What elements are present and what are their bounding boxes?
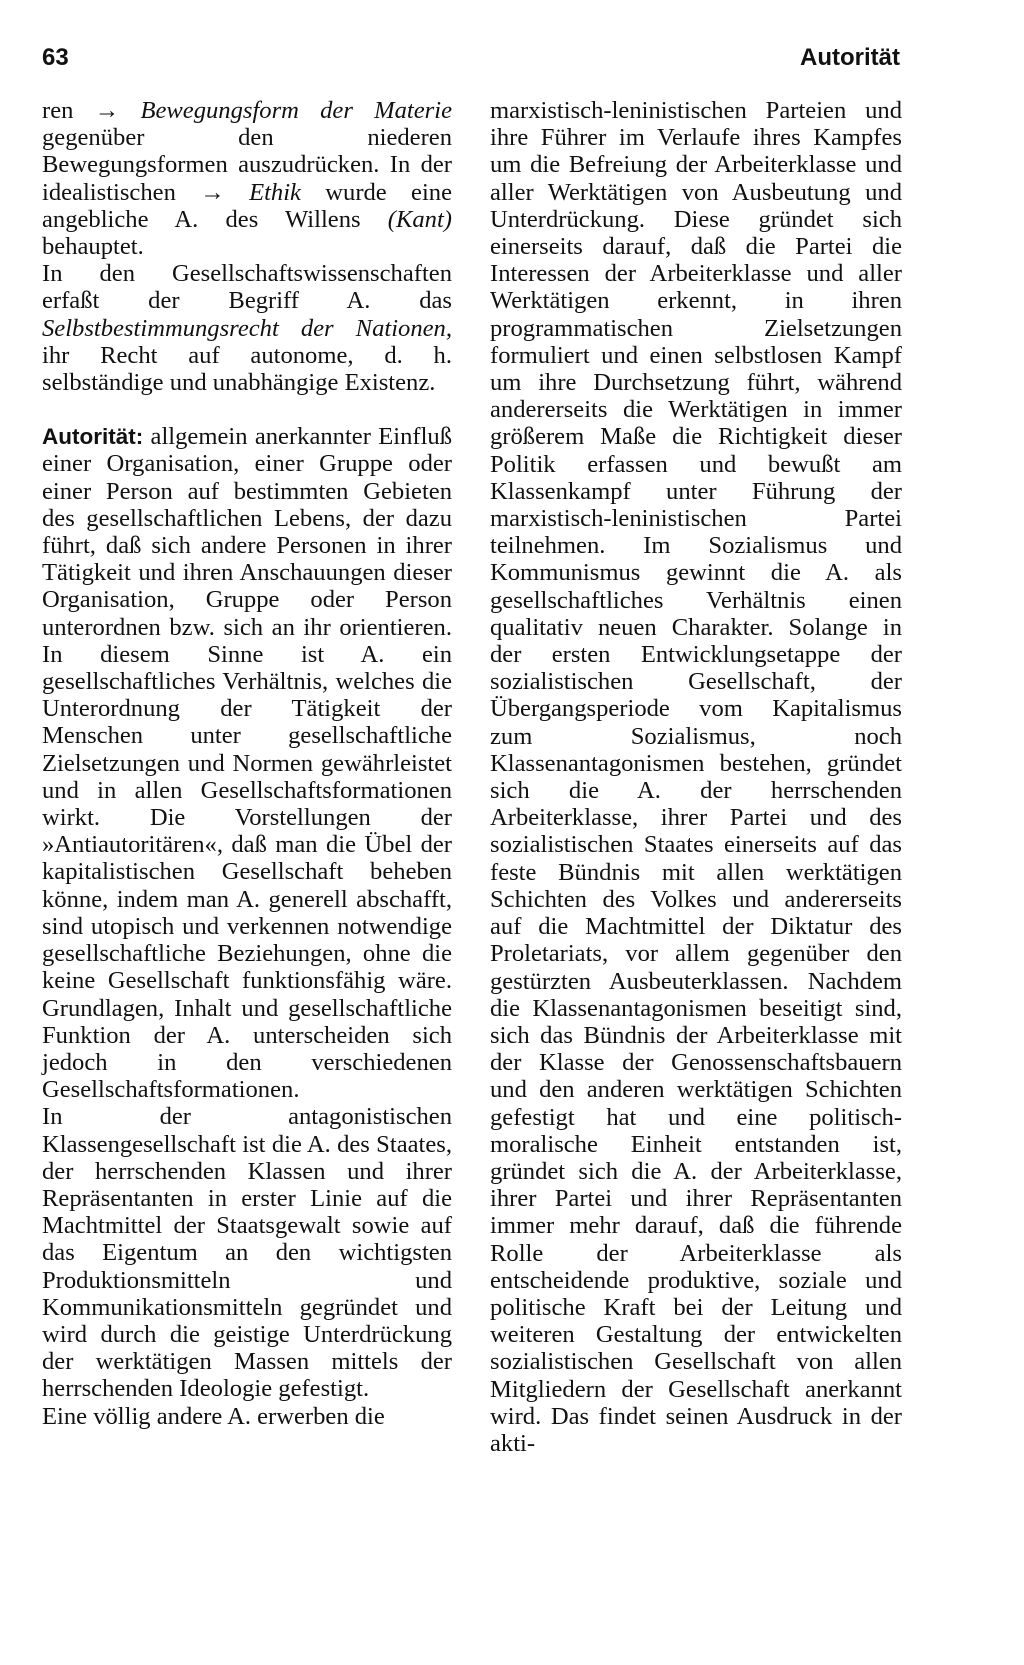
paragraph-5: Eine völlig andere A. erwerben die	[42, 1402, 385, 1430]
entry-keyword: Autorität:	[42, 424, 144, 450]
cross-reference: Selbstbestimmungsrecht der Nationen,	[42, 314, 452, 342]
entry-autoritaet	[42, 423, 452, 1103]
left-column	[42, 97, 452, 1430]
paragraph-4: In der antagonistischen Klassengesellschaft ist die A. des Staates, der herrschenden Klassen und ihrer Repräsentanten in erster Linie auf die Machtmittel der Staatsgewalt sowie auf das Eigentum an den wichtigsten Produktionsmitteln und Kommunikationsmitteln gegründet und wird durch die geistige Unterdrückung der werktätigen Massen mittels der herrschenden Ideologie gefestigt.	[42, 1103, 452, 1403]
right-column	[490, 97, 902, 1457]
running-head: Autorität	[800, 44, 900, 71]
text: gegenüber den niederen Bewegungsformen auszudrücken. In der idealistischen →	[42, 124, 452, 206]
cross-reference: Ethik	[249, 178, 301, 206]
page-number: 63	[42, 44, 69, 71]
text: ren →	[42, 97, 141, 124]
text: In den Gesellschaftswissenschaften erfaßt der Begriff A. das	[42, 260, 452, 315]
paragraph-2	[42, 260, 452, 396]
text: ihr Recht auf autonome, d. h. selbständige und unabhängige Existenz.	[42, 341, 452, 397]
text: wurde eine angebliche A. des Willens	[42, 178, 452, 233]
author-reference: (Kant)	[387, 205, 452, 233]
text: behauptet.	[42, 233, 144, 261]
cross-reference: Bewegungsform der Materie	[140, 97, 452, 124]
paragraph-continued: marxistisch-leninistischen Parteien und ihre Führer im Verlaufe ihres Kampfes um die Befreiung der Arbeiterklasse und aller Werktätigen von Ausbeutung und Unterdrückung. Diese gründet sich einerseits darauf, daß die Partei die Interessen der Arbeiterklasse und aller Werktätigen erkennt, in ihren programmatischen Zielsetzungen formuliert und einen selbstlosen Kampf um ihre Durchsetzung führt, während andererseits die Werktätigen in immer größerem Maße die Richtigkeit dieser Politik erfassen und bewußt am Klassenkampf unter Führung der marxistisch-leninistischen Partei teilnehmen. Im Sozialismus und Kommunismus gewinnt die A. als gesellschaftliches Verhältnis einen qualitativ neuen Charakter. Solange in der ersten Entwicklungsetappe der sozialistischen Gesellschaft, der Übergangsperiode vom Kapitalismus zum Sozialismus, noch Klassenantagonismen bestehen, gründet sich die A. der herrschenden Arbeiterklasse, ihrer Partei und des sozialistischen Staates einerseits auf das feste Bündnis mit allen werktätigen Schichten des Volkes und andererseits auf die Machtmittel der Diktatur des Proletariats, vor allem gegenüber den gestürzten Ausbeuterklassen. Nachdem die Klassenantagonismen beseitigt sind, sich das Bündnis der Arbeiterklasse mit der Klasse der Genossenschaftsbauern und den anderen werktätigen Schichten gefestigt hat und eine politisch-moralische Einheit entstanden ist, gründet sich die A. der Arbeiterklasse, ihrer Partei und ihrer Repräsentanten immer mehr darauf, daß die führende Rolle der Arbeiterklasse als entscheidende produktive, soziale und politische Kraft bei der Leitung und weiteren Gestaltung der entwickelten sozialistischen Gesellschaft von allen Mitgliedern der Gesellschaft anerkannt wird. Das findet seinen Ausdruck in der akti-	[490, 97, 902, 1457]
entry-text: allgemein anerkannter Einfluß einer Organisation, einer Gruppe oder einer Person auf bestimmten Gebieten des gesellschaftlichen Lebens, der dazu führt, daß sich andere Personen in ihrer Tätigkeit und ihren Anschauungen dieser Organisation, Gruppe oder Person unterordnen bzw. sich an ihr orientieren. In diesem Sinne ist A. ein gesellschaftliches Verhältnis, welches die Unterordnung der Tätigkeit der Menschen unter gesellschaftliche Zielsetzungen und Normen gewährleistet und in allen Gesellschaftsformationen wirkt. Die Vorstellungen der »Antiautoritären«, daß man die Übel der kapitalistischen Gesellschaft beheben könne, indem man A. generell abschafft, sind utopisch und verkennen notwendige gesellschaftliche Beziehungen, ohne die keine Gesellschaft funktionsfähig wäre. Grundlagen, Inhalt und gesellschaftliche Funktion der A. unterscheiden sich jedoch in den verschiedenen Gesellschaftsformationen.	[42, 423, 452, 1104]
paragraph-1	[42, 97, 452, 260]
